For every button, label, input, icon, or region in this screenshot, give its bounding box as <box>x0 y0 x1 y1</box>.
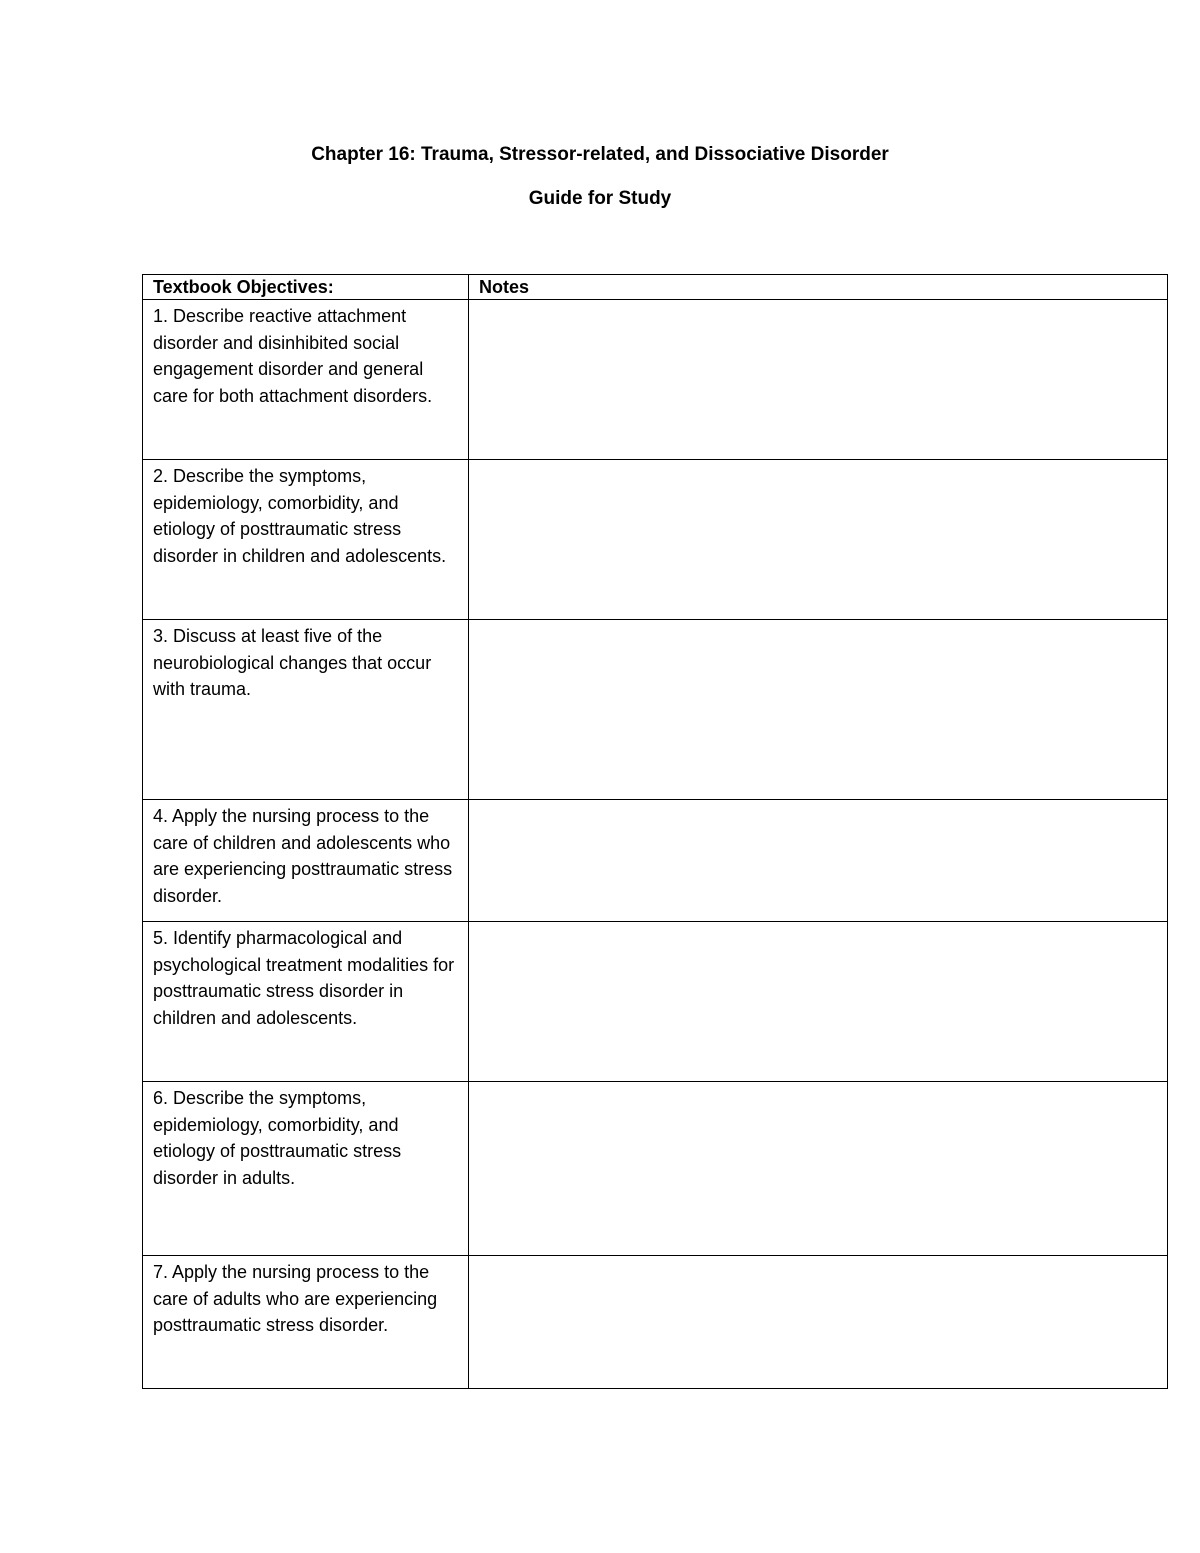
table-row <box>143 922 1168 1082</box>
objective-cell: 7. Apply the nursing process to the care of adults who are experiencing posttraumatic stress disorder. <box>143 1256 469 1389</box>
table-row <box>143 1082 1168 1256</box>
table-row <box>143 1256 1168 1389</box>
notes-cell[interactable] <box>469 300 1168 460</box>
notes-cell[interactable] <box>469 620 1168 800</box>
objective-cell: 2. Describe the symptoms, epidemiology, comorbidity, and etiology of posttraumatic stress disorder in children and adolescents. <box>143 460 469 620</box>
objectives-column-header: Textbook Objectives: <box>143 275 469 300</box>
document-subtitle: Guide for Study <box>528 188 672 209</box>
table-header-row <box>143 275 1168 300</box>
objective-cell: 3. Discuss at least five of the neurobiological changes that occur with trauma. <box>143 620 469 800</box>
document-title: Chapter 16: Trauma, Stressor-related, and Dissociative Disorder <box>311 144 889 165</box>
notes-cell[interactable] <box>469 460 1168 620</box>
table-row <box>143 300 1168 460</box>
objective-cell: 6. Describe the symptoms, epidemiology, comorbidity, and etiology of posttraumatic stress disorder in adults. <box>143 1082 469 1256</box>
notes-cell[interactable] <box>469 1082 1168 1256</box>
objective-cell: 5. Identify pharmacological and psychological treatment modalities for posttraumatic stress disorder in children and adolescents. <box>143 922 469 1082</box>
table-row <box>143 800 1168 922</box>
notes-column-header: Notes <box>469 275 1168 300</box>
notes-cell[interactable] <box>469 1256 1168 1389</box>
objective-cell: 4. Apply the nursing process to the care of children and adolescents who are experiencing posttraumatic stress disorder. <box>143 800 469 922</box>
notes-cell[interactable] <box>469 922 1168 1082</box>
table-row <box>143 620 1168 800</box>
objective-cell: 1. Describe reactive attachment disorder and disinhibited social engagement disorder and general care for both attachment disorders. <box>143 300 469 460</box>
table-row <box>143 460 1168 620</box>
objectives-table <box>142 274 1168 1389</box>
notes-cell[interactable] <box>469 800 1168 922</box>
